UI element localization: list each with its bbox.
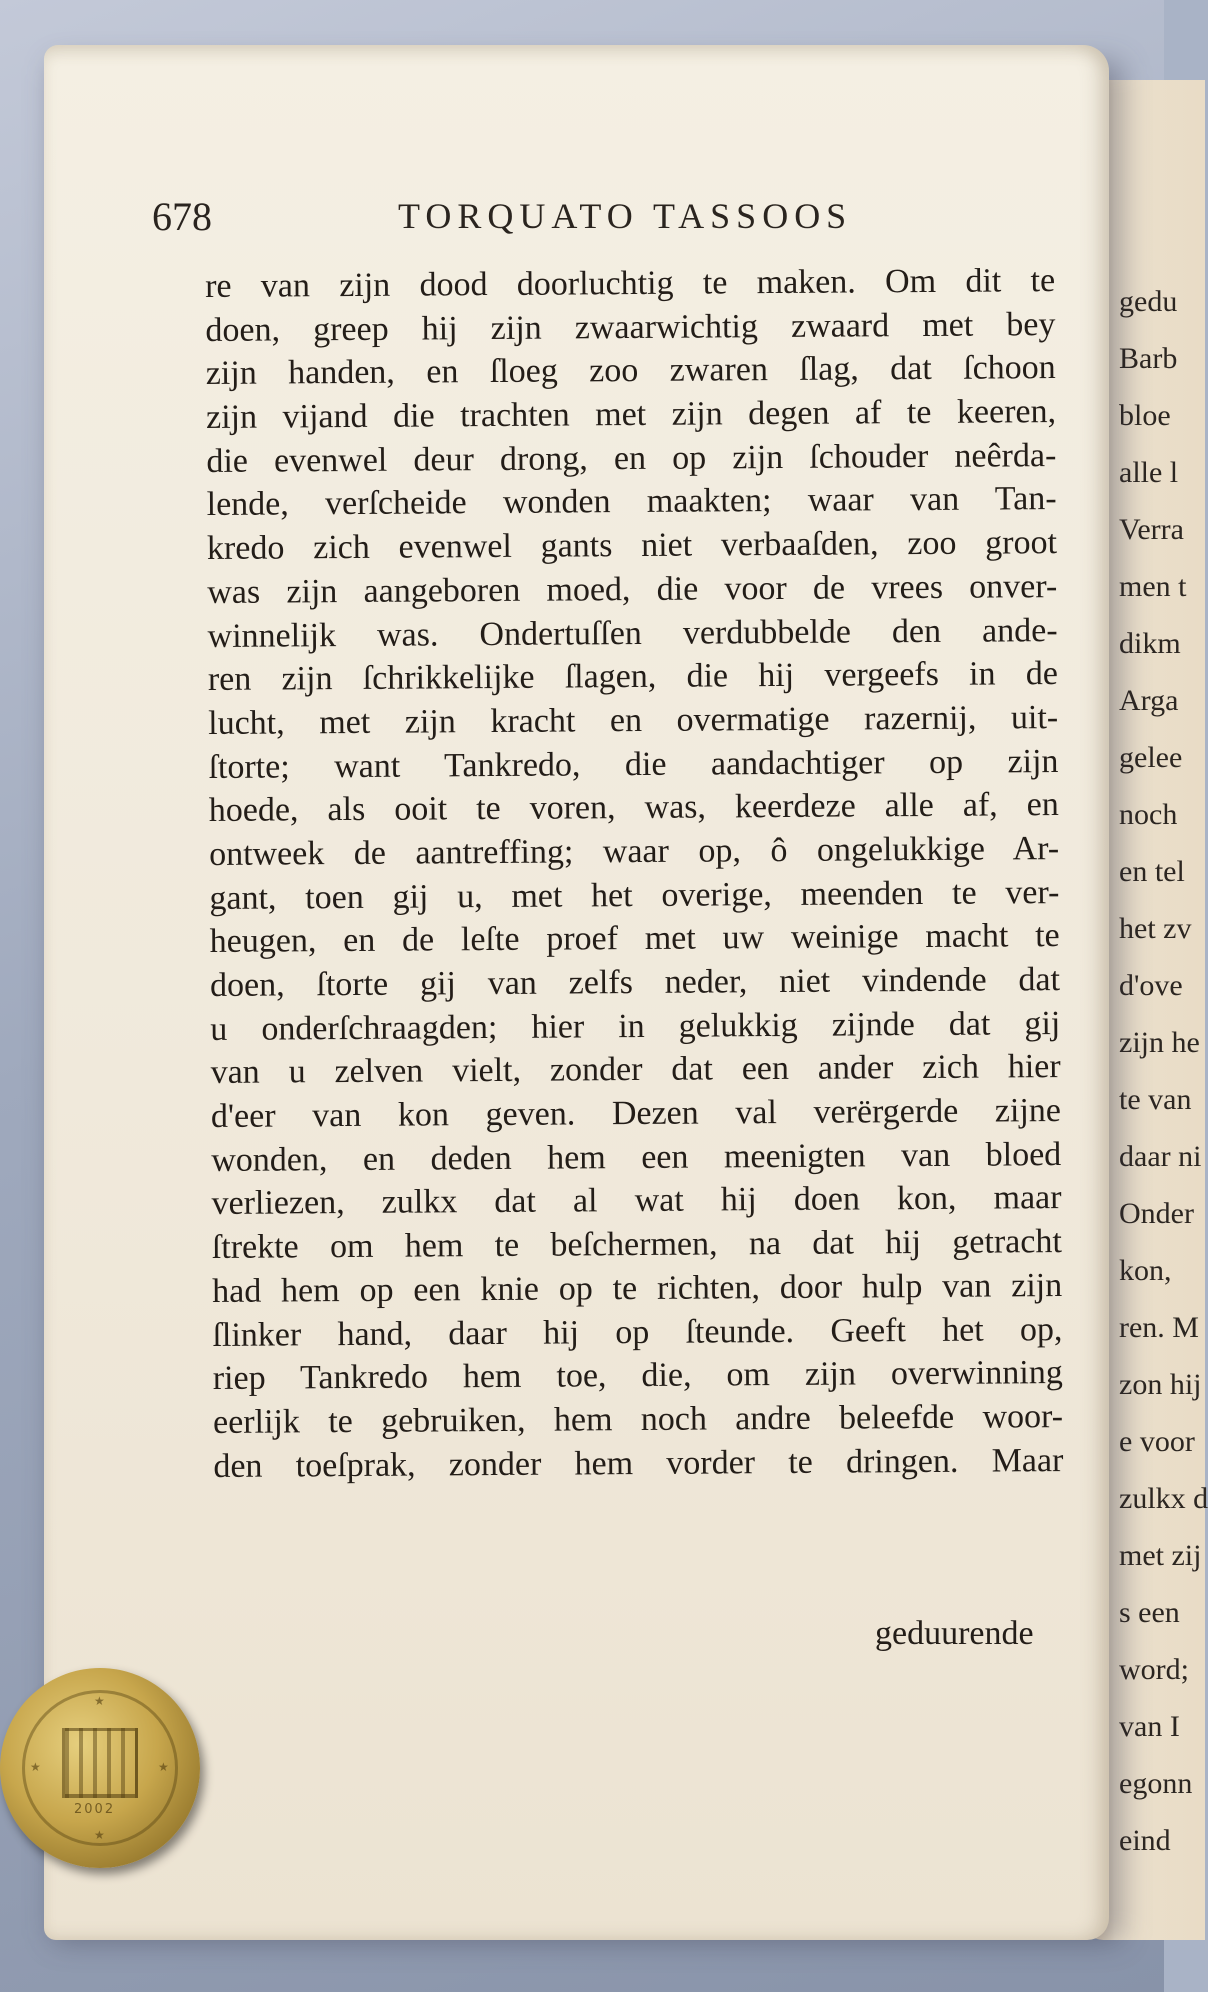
brandenburg-gate-icon bbox=[62, 1728, 138, 1798]
text-line: d'eer van kon geven. Dezen val verërgerde zijne bbox=[210, 1092, 1062, 1136]
facing-page-fragment: zon hij bbox=[1119, 1368, 1202, 1401]
text-line: u onderſchraagden; hier in gelukkig zijnde dat gij bbox=[210, 1004, 1061, 1048]
running-head bbox=[152, 193, 892, 243]
text-line: den toeſprak, zonder hem vorder te dringen. Maar bbox=[213, 1441, 1064, 1485]
facing-page-fragment: men t bbox=[1119, 570, 1187, 603]
facing-page-fragment: gelee bbox=[1119, 741, 1183, 774]
catchword: geduurende bbox=[875, 1615, 1034, 1652]
text-line: eerlijk te gebruiken, hem noch andre beleefde woor- bbox=[212, 1397, 1064, 1441]
text-line: gant, toen gij u, met het overige, meenden te ver- bbox=[209, 873, 1060, 917]
facing-page-fragment: bloe bbox=[1119, 399, 1171, 432]
facing-page-fragment: zijn he bbox=[1119, 1026, 1200, 1059]
text-line: ſtrekte om hem te beſchermen, na dat hij getracht bbox=[211, 1223, 1062, 1267]
facing-page-fragment: zulkx d bbox=[1119, 1482, 1208, 1515]
facing-page-fragment: Verra bbox=[1119, 513, 1184, 546]
facing-page-fragment: gedu bbox=[1119, 285, 1178, 318]
body-text bbox=[205, 259, 1064, 1488]
text-line: hoede, als ooit te voren, was, keerdeze alle af, en bbox=[208, 786, 1059, 830]
text-line: re van zijn dood doorluchtig te maken. Om dit te bbox=[205, 262, 1056, 305]
text-line: ren zijn ſchrikkelijke ſlagen, die hij vergeefs in de bbox=[207, 655, 1059, 699]
text-line: wonden, en deden hem een meenigten van bloed bbox=[211, 1135, 1062, 1179]
star-icon: ★ bbox=[30, 1760, 41, 1774]
facing-page-fragment: het zv bbox=[1119, 912, 1192, 945]
facing-page-fragment: noch bbox=[1119, 798, 1178, 831]
facing-page-fragment: d'ove bbox=[1119, 969, 1183, 1002]
facing-page-fragment: en tel bbox=[1119, 855, 1185, 888]
facing-page-fragment: kon, bbox=[1119, 1254, 1172, 1287]
coin-year: 2002 bbox=[74, 1802, 116, 1817]
facing-page-fragment: ren. M bbox=[1119, 1311, 1199, 1344]
text-line: zijn vijand die trachten met zijn degen af te keeren, bbox=[205, 393, 1057, 437]
text-line: kredo zich evenwel gants niet verbaaſden, zoo groot bbox=[206, 524, 1058, 568]
facing-page-fragment: met zij bbox=[1119, 1539, 1202, 1572]
text-line: lucht, met zijn kracht en overmatige razernij, uit- bbox=[208, 698, 1059, 742]
text-line: had hem op een knie op te richten, door hulp van zijn bbox=[212, 1266, 1063, 1310]
facing-page-fragment: Onder bbox=[1119, 1197, 1194, 1230]
facing-page-fragment: s een bbox=[1119, 1596, 1180, 1629]
facing-page-fragment: alle l bbox=[1119, 456, 1179, 489]
text-line: verliezen, zulkx dat al wat hij doen kon, maar bbox=[211, 1179, 1062, 1223]
text-line: heugen, en de leſte proef met uw weinige macht te bbox=[209, 917, 1060, 961]
running-title: TORQUATO TASSOOS bbox=[398, 196, 853, 236]
text-line: winnelijk was. Ondertuſſen verdubbelde den ande- bbox=[207, 611, 1058, 655]
text-line: lende, verſcheide wonden maakten; waar van Tan- bbox=[206, 480, 1057, 524]
facing-page-fragment: te van bbox=[1119, 1083, 1192, 1116]
facing-page-fragment: Barb bbox=[1119, 342, 1178, 375]
star-icon: ★ bbox=[94, 1828, 105, 1842]
facing-page-fragment: Arga bbox=[1119, 684, 1179, 717]
facing-page-fragment: e voor bbox=[1119, 1425, 1195, 1458]
facing-page-fragment: dikm bbox=[1119, 627, 1181, 660]
star-icon: ★ bbox=[158, 1760, 169, 1774]
text-line: was zijn aangeboren moed, die voor de vrees onver- bbox=[207, 567, 1058, 611]
facing-page-fragment: van I bbox=[1119, 1710, 1180, 1743]
text-line: riep Tankredo hem toe, die, om zijn overwinning bbox=[212, 1354, 1063, 1398]
text-line: ſtorte; want Tankredo, die aandachtiger op zijn bbox=[208, 742, 1059, 786]
facing-page-fragment: word; bbox=[1119, 1653, 1189, 1686]
page-number: 678 bbox=[152, 194, 212, 239]
text-line: die evenwel deur drong, en op zijn ſchouder neêrda- bbox=[206, 436, 1057, 480]
facing-page-fragment: egonn bbox=[1119, 1767, 1193, 1800]
text-line: ontweek de aantreffing; waar op, ô ongelukkige Ar- bbox=[208, 829, 1060, 873]
facing-page-fragment: eind bbox=[1119, 1824, 1171, 1857]
facing-page-fragment: daar ni bbox=[1119, 1140, 1202, 1173]
text-line: doen, ſtorte gij van zelfs neder, niet vindende dat bbox=[209, 961, 1061, 1004]
text-line: ſlinker hand, daar hij op ſteunde. Geeft het op, bbox=[212, 1310, 1063, 1354]
text-line: van u zelven vielt, zonder dat een ander zich hier bbox=[210, 1048, 1061, 1092]
text-line: zijn handen, en ſloeg zoo zwaren ſlag, dat ſchoon bbox=[205, 349, 1056, 393]
text-line: doen, greep hij zijn zwaarwichtig zwaard met bey bbox=[205, 305, 1056, 349]
coin bbox=[0, 1668, 200, 1868]
star-icon: ★ bbox=[94, 1694, 105, 1708]
